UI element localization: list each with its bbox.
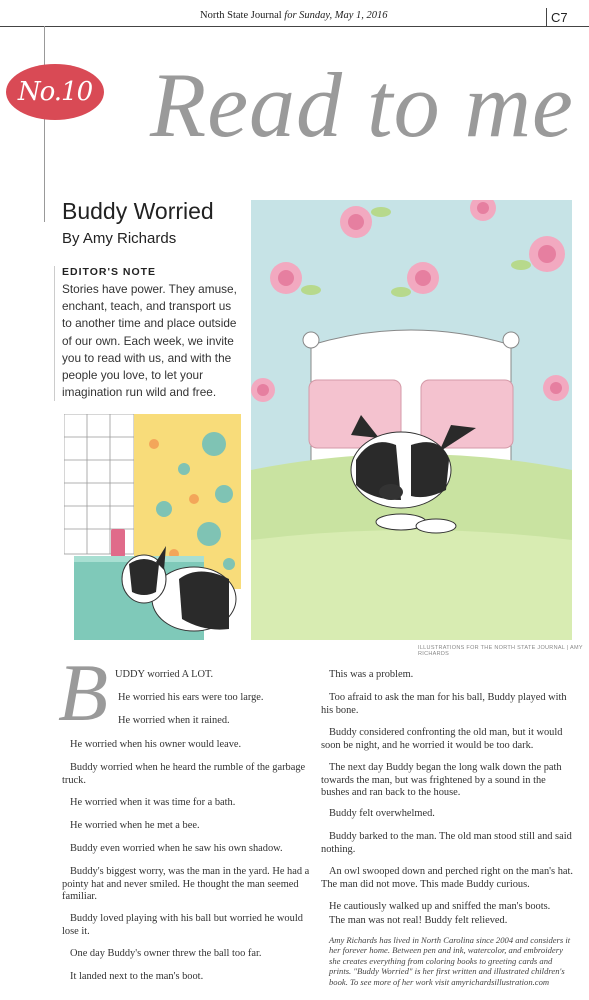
- paragraph: Buddy even worried when he saw his own shadow.: [70, 843, 283, 854]
- illustration-dog-bath: [64, 414, 241, 640]
- header-rule: [0, 26, 589, 27]
- page-number-divider: [546, 8, 547, 26]
- author-bio: Amy Richards has lived in North Carolina since 2004 and considers it her forever home. Between pen and ink, watercolor, and embroidery she creates everything from coloring books to greeting cards and prints. "Buddy Worried" is her first written and illustrated children's book. To see more of her work visit amyrichardsillustration.com: [329, 935, 571, 987]
- paragraph: He worried his ears were too large.: [118, 692, 264, 703]
- paragraph: Too afraid to ask the man for his ball, Buddy played with his bone.: [321, 692, 567, 716]
- paragraph: He worried when he met a bee.: [70, 820, 200, 831]
- paragraph: The next day Buddy began the long walk down the path towards the man, but was frightened by a sound in the bushes and ran back to the house.: [321, 762, 562, 798]
- section-title: Read to me: [150, 54, 574, 156]
- paragraph: One day Buddy's owner threw the ball too far.: [70, 948, 262, 959]
- drop-cap: B: [58, 647, 109, 738]
- paragraph: UDDY worried A LOT.: [115, 669, 214, 680]
- paragraph: He cautiously walked up and sniffed the man's boots.: [329, 901, 551, 912]
- issue-date: for Sunday, May 1, 2016: [284, 10, 388, 21]
- paragraph: The man was not real! Buddy felt relieved.: [329, 915, 508, 926]
- paper-name: North State Journal: [200, 10, 282, 21]
- paragraph: An owl swooped down and perched right on the man's hat. The man did not move. This made Buddy curious.: [321, 866, 573, 890]
- editor-note-body: Stories have power. They amuse, enchant, teach, and transport us to another time and place outside of our own. Each week, we invite you to read with us, and with the people you love, to let your imagination run wild and free.: [62, 282, 237, 400]
- story-title: Buddy Worried: [62, 198, 214, 224]
- paragraph: Buddy loved playing with his ball but worried he would lose it.: [62, 913, 303, 937]
- illustration-credit: ILLUSTRATIONS FOR THE NORTH STATE JOURNAL | AMY RICHARDS: [418, 645, 583, 657]
- masthead: [200, 10, 388, 21]
- left-margin-rule: [44, 26, 45, 222]
- illustration-dog-on-bed: [251, 200, 572, 640]
- paragraph: Buddy worried when he heard the rumble of the garbage truck.: [62, 762, 306, 786]
- paragraph: This was a problem.: [329, 669, 414, 680]
- byline: By Amy Richards: [62, 230, 177, 247]
- paragraph: Buddy considered confronting the old man, but it would soon be night, and he worried it would be too dark.: [321, 727, 563, 751]
- paragraph: It landed next to the man's boot.: [70, 971, 204, 982]
- editor-note-heading: EDITOR'S NOTE: [62, 266, 157, 278]
- editor-note-rule: [54, 266, 55, 401]
- paragraph: Buddy felt overwhelmed.: [329, 808, 435, 819]
- paragraph: Buddy's biggest worry, was the man in the yard. He had a pointy hat and never smiled. He thought the man seemed familiar.: [62, 866, 310, 902]
- paragraph: Buddy barked to the man. The old man stood still and said nothing.: [321, 831, 572, 855]
- paragraph: He worried when it was time for a bath.: [70, 797, 236, 808]
- paragraph: He worried when it rained.: [118, 715, 230, 726]
- issue-badge: No.10: [6, 64, 104, 120]
- paragraph: He worried when his owner would leave.: [70, 739, 242, 750]
- page-number: C7: [551, 10, 568, 25]
